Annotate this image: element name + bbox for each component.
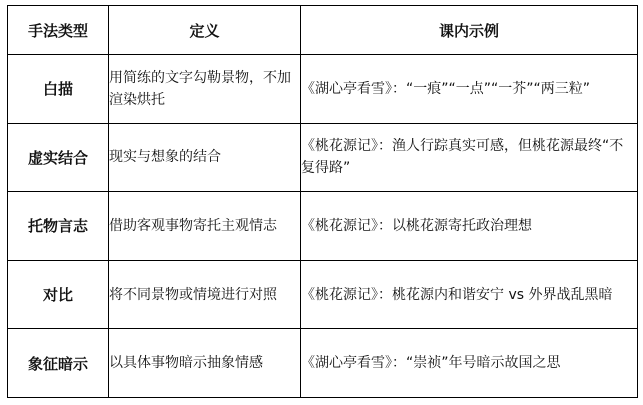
example-cell: 《桃花源记》：以桃花源寄托政治理想 bbox=[301, 192, 638, 261]
table-row bbox=[8, 329, 638, 398]
table-row bbox=[8, 192, 638, 261]
technique-type-cell: 虚实结合 bbox=[8, 123, 109, 192]
technique-type-cell: 白描 bbox=[8, 55, 109, 124]
table-row bbox=[8, 123, 638, 192]
technique-type-cell: 托物言志 bbox=[8, 192, 109, 261]
example-cell: 《湖心亭看雪》：“崇祯”年号暗示故国之思 bbox=[301, 329, 638, 398]
definition-cell: 现实与想象的结合 bbox=[109, 123, 301, 192]
technique-type-cell: 象征暗示 bbox=[8, 329, 109, 398]
table-row bbox=[8, 260, 638, 329]
header-example: 课内示例 bbox=[301, 6, 638, 55]
definition-cell: 以具体事物暗示抽象情感 bbox=[109, 329, 301, 398]
table-row bbox=[8, 55, 638, 124]
techniques-table bbox=[7, 5, 638, 398]
definition-cell: 将不同景物或情境进行对照 bbox=[109, 260, 301, 329]
definition-cell: 用简练的文字勾勒景物，不加渲染烘托 bbox=[109, 55, 301, 124]
header-row bbox=[8, 6, 638, 55]
header-definition: 定义 bbox=[109, 6, 301, 55]
example-cell: 《桃花源记》：渔人行踪真实可感，但桃花源最终“不复得路” bbox=[301, 123, 638, 192]
technique-type-cell: 对比 bbox=[8, 260, 109, 329]
example-cell: 《湖心亭看雪》：“一痕”“一点”“一芥”“两三粒” bbox=[301, 55, 638, 124]
header-technique-type: 手法类型 bbox=[8, 6, 109, 55]
definition-cell: 借助客观事物寄托主观情志 bbox=[109, 192, 301, 261]
example-cell: 《桃花源记》：桃花源内和谐安宁 vs 外界战乱黑暗 bbox=[301, 260, 638, 329]
